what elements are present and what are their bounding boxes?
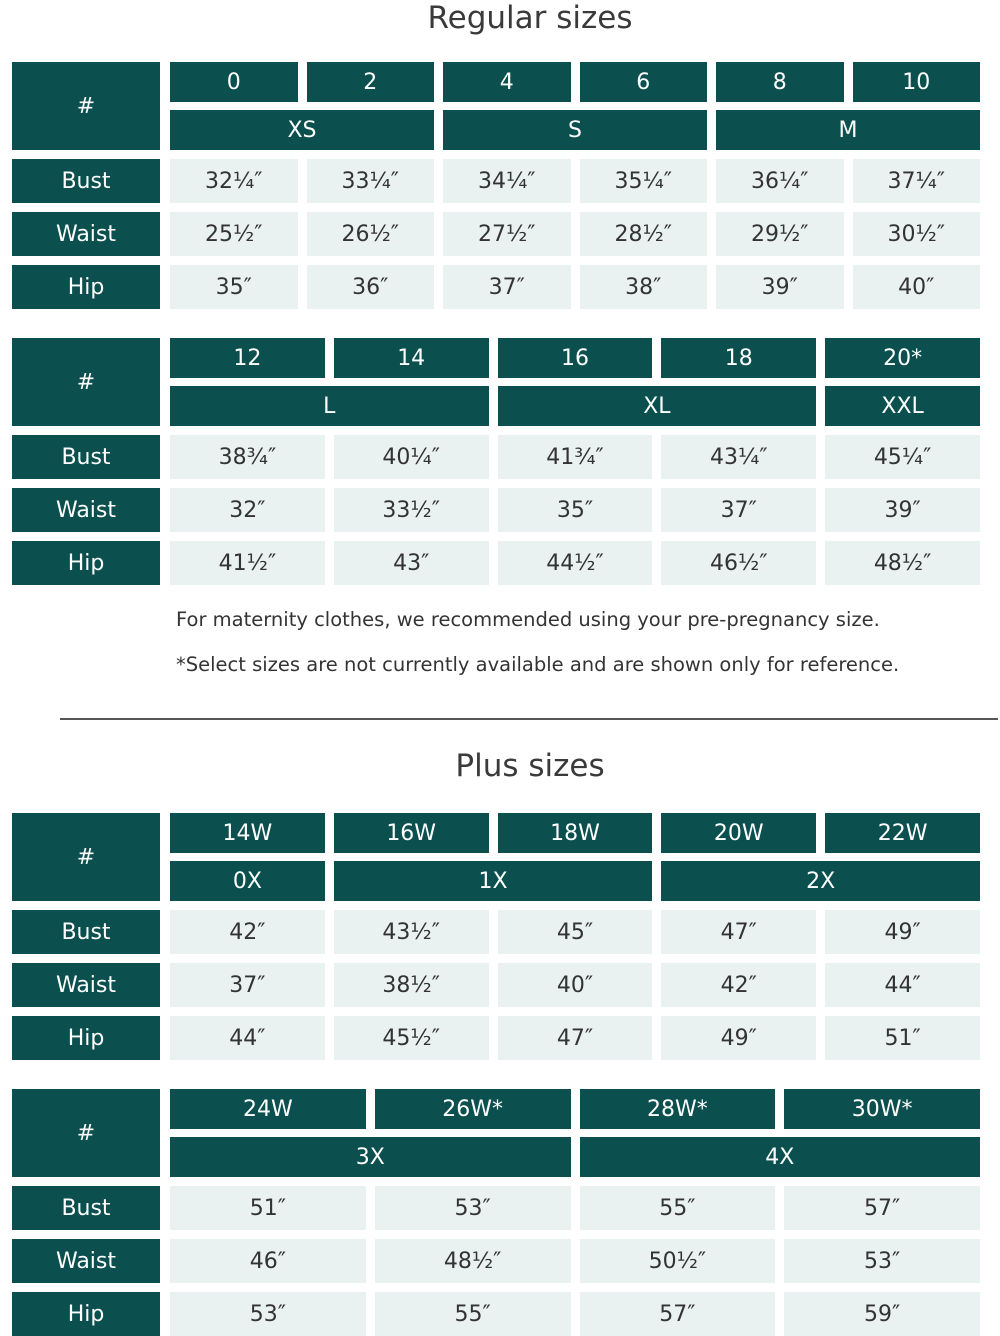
size-number-header: 18 xyxy=(661,338,816,378)
measure-value: 40″ xyxy=(853,265,981,309)
measure-label: Waist xyxy=(12,488,160,532)
measure-value: 43″ xyxy=(334,541,489,585)
measure-value: 30½″ xyxy=(853,212,981,256)
measure-label: Waist xyxy=(12,1239,160,1283)
size-number-header: 10 xyxy=(853,62,981,102)
measure-value: 37¼″ xyxy=(853,159,981,203)
measure-value: 41¾″ xyxy=(498,435,653,479)
measure-value: 50½″ xyxy=(580,1239,776,1283)
size-letter-header: 4X xyxy=(580,1137,981,1177)
measure-label: Bust xyxy=(12,159,160,203)
size-number-header: 20* xyxy=(825,338,980,378)
measure-value: 44½″ xyxy=(498,541,653,585)
measure-value: 26½″ xyxy=(307,212,435,256)
measure-value: 44″ xyxy=(825,963,980,1007)
measure-value: 28½″ xyxy=(580,212,708,256)
measure-value: 45½″ xyxy=(334,1016,489,1060)
corner-cell: # xyxy=(12,1089,160,1177)
availability-note: *Select sizes are not currently available and are shown only for reference. xyxy=(176,653,900,676)
measure-value: 40¼″ xyxy=(334,435,489,479)
size-table-plus-1 xyxy=(12,813,980,1060)
corner-cell: # xyxy=(12,338,160,426)
measure-value: 38″ xyxy=(580,265,708,309)
measure-value: 53″ xyxy=(784,1239,980,1283)
measure-value: 45″ xyxy=(498,910,653,954)
measure-value: 34¼″ xyxy=(443,159,571,203)
measure-value: 51″ xyxy=(825,1016,980,1060)
measure-value: 46½″ xyxy=(661,541,816,585)
size-table-regular-2 xyxy=(12,338,980,585)
measure-value: 33½″ xyxy=(334,488,489,532)
size-number-header: 18W xyxy=(498,813,653,853)
measure-label: Waist xyxy=(12,212,160,256)
maternity-note: For maternity clothes, we recommended using your pre-pregnancy size. xyxy=(176,608,880,631)
size-number-header: 24W xyxy=(170,1089,366,1129)
size-number-header: 22W xyxy=(825,813,980,853)
measure-value: 41½″ xyxy=(170,541,325,585)
measure-value: 57″ xyxy=(580,1292,776,1336)
measure-label: Bust xyxy=(12,1186,160,1230)
measure-value: 59″ xyxy=(784,1292,980,1336)
measure-value: 39″ xyxy=(825,488,980,532)
measure-value: 35¼″ xyxy=(580,159,708,203)
measure-label: Bust xyxy=(12,435,160,479)
measure-label: Waist xyxy=(12,963,160,1007)
measure-value: 40″ xyxy=(498,963,653,1007)
measure-value: 38½″ xyxy=(334,963,489,1007)
measure-value: 42″ xyxy=(170,910,325,954)
measure-value: 32¼″ xyxy=(170,159,298,203)
measure-label: Hip xyxy=(12,1016,160,1060)
measure-value: 49″ xyxy=(661,1016,816,1060)
measure-value: 46″ xyxy=(170,1239,366,1283)
measure-value: 37″ xyxy=(170,963,325,1007)
measure-value: 39″ xyxy=(716,265,844,309)
measure-value: 44″ xyxy=(170,1016,325,1060)
measure-value: 29½″ xyxy=(716,212,844,256)
size-letter-header: XXL xyxy=(825,386,980,426)
size-number-header: 0 xyxy=(170,62,298,102)
measure-label: Bust xyxy=(12,910,160,954)
measure-value: 37″ xyxy=(443,265,571,309)
size-number-header: 16W xyxy=(334,813,489,853)
size-number-header: 26W* xyxy=(375,1089,571,1129)
regular-sizes-title: Regular sizes xyxy=(427,0,633,36)
measure-value: 25½″ xyxy=(170,212,298,256)
plus-sizes-title: Plus sizes xyxy=(455,748,605,784)
size-number-header: 14W xyxy=(170,813,325,853)
measure-value: 42″ xyxy=(661,963,816,1007)
measure-value: 37″ xyxy=(661,488,816,532)
section-divider xyxy=(60,718,998,720)
size-letter-header: 0X xyxy=(170,861,325,901)
size-letter-header: M xyxy=(716,110,980,150)
measure-value: 32″ xyxy=(170,488,325,532)
corner-cell: # xyxy=(12,813,160,901)
size-number-header: 8 xyxy=(716,62,844,102)
measure-value: 53″ xyxy=(375,1186,571,1230)
size-number-header: 12 xyxy=(170,338,325,378)
measure-value: 45¼″ xyxy=(825,435,980,479)
measure-value: 27½″ xyxy=(443,212,571,256)
measure-value: 53″ xyxy=(170,1292,366,1336)
measure-value: 36″ xyxy=(307,265,435,309)
measure-value: 48½″ xyxy=(825,541,980,585)
corner-cell: # xyxy=(12,62,160,150)
measure-value: 35″ xyxy=(498,488,653,532)
measure-value: 38¾″ xyxy=(170,435,325,479)
measure-value: 57″ xyxy=(784,1186,980,1230)
size-letter-header: 3X xyxy=(170,1137,571,1177)
measure-value: 49″ xyxy=(825,910,980,954)
size-letter-header: S xyxy=(443,110,707,150)
notes xyxy=(176,602,976,692)
measure-value: 36¼″ xyxy=(716,159,844,203)
measure-value: 43½″ xyxy=(334,910,489,954)
measure-label: Hip xyxy=(12,1292,160,1336)
measure-value: 33¼″ xyxy=(307,159,435,203)
measure-value: 51″ xyxy=(170,1186,366,1230)
size-letter-header: 1X xyxy=(334,861,653,901)
size-letter-header: 2X xyxy=(661,861,980,901)
size-letter-header: L xyxy=(170,386,489,426)
measure-label: Hip xyxy=(12,541,160,585)
size-number-header: 6 xyxy=(580,62,708,102)
size-number-header: 30W* xyxy=(784,1089,980,1129)
measure-value: 35″ xyxy=(170,265,298,309)
size-number-header: 20W xyxy=(661,813,816,853)
size-letter-header: XS xyxy=(170,110,434,150)
measure-value: 55″ xyxy=(375,1292,571,1336)
size-table-regular-1 xyxy=(12,62,980,309)
measure-value: 47″ xyxy=(661,910,816,954)
measure-value: 48½″ xyxy=(375,1239,571,1283)
measure-value: 43¼″ xyxy=(661,435,816,479)
measure-label: Hip xyxy=(12,265,160,309)
size-number-header: 16 xyxy=(498,338,653,378)
size-number-header: 28W* xyxy=(580,1089,776,1129)
measure-value: 47″ xyxy=(498,1016,653,1060)
size-number-header: 4 xyxy=(443,62,571,102)
measure-value: 55″ xyxy=(580,1186,776,1230)
size-number-header: 2 xyxy=(307,62,435,102)
size-letter-header: XL xyxy=(498,386,817,426)
size-number-header: 14 xyxy=(334,338,489,378)
size-table-plus-2 xyxy=(12,1089,980,1336)
